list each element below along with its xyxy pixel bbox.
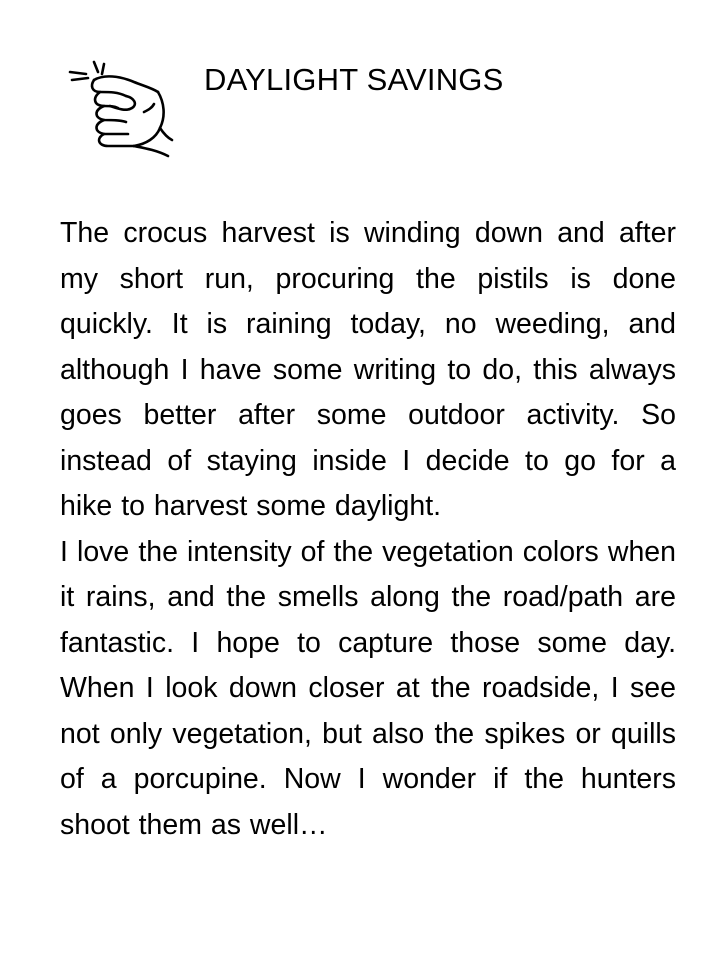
paragraph-2: I love the intensity of the vegetation colors when it rains, and the smells along the road/path are fantastic. I hope to capture those some day. When I look down closer at the roadside, I see not only vegetation, but also the spikes or quills of a porcupine. Now I wonder if the hunters shoot them as well… [60,535,676,841]
document-title: DAYLIGHT SAVINGS [204,62,504,97]
paragraph-1: The crocus harvest is winding down and after my short run, procuring the pistils is done quickly. It is raining today, no weeding, and although I have some writing to do, this always goes better after some outdoor activity. So instead of staying inside I decide to go for a hike to harvest some daylight. [60,217,676,522]
document-body [60,211,676,848]
snapping-fingers-hand-icon [64,58,176,162]
